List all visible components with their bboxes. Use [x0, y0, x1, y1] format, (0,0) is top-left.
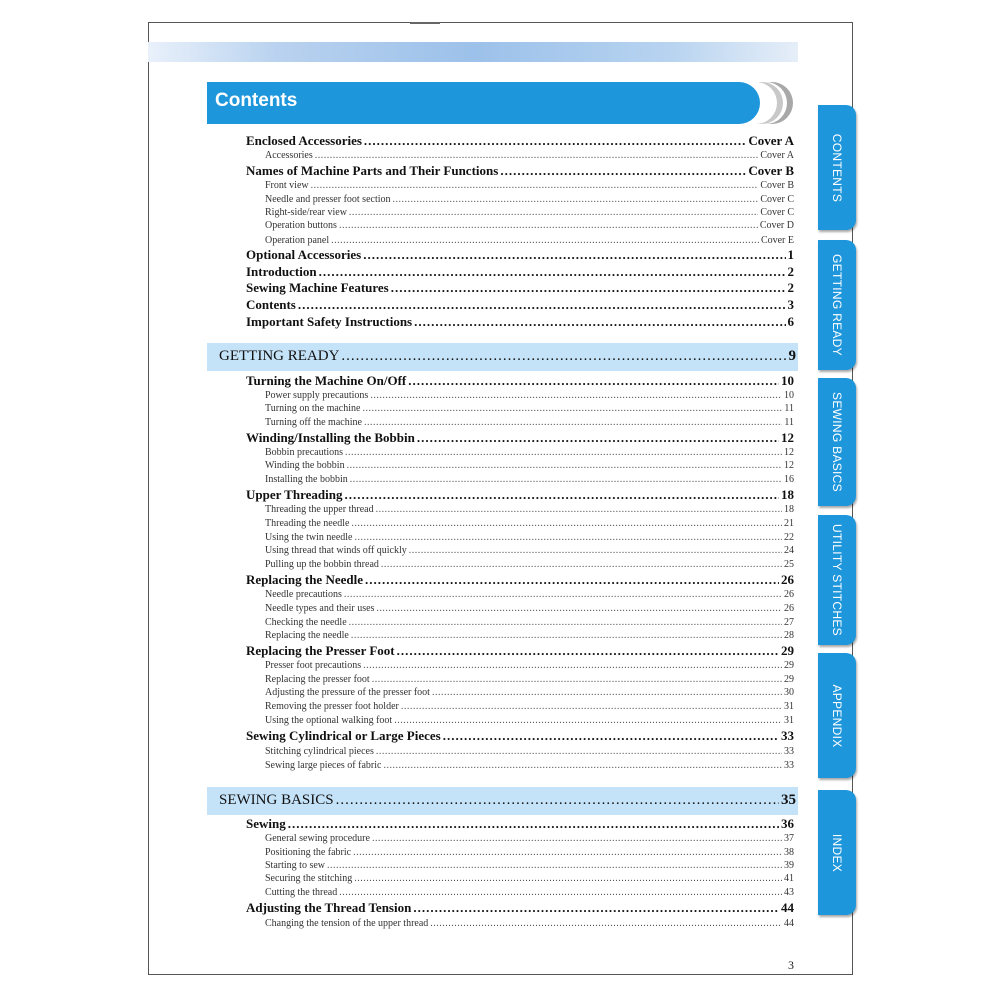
toc-subentry[interactable]: Turning on the machine ..... 11: [265, 403, 794, 416]
toc-entry[interactable]: Optional Accessories ..... 1: [246, 247, 794, 263]
toc-subentry[interactable]: Pulling up the bobbin thread ..... 25: [265, 559, 794, 572]
toc-subentry[interactable]: Securing the stitching ..... 41: [265, 873, 794, 886]
toc-subentry[interactable]: Accessories ..... Cover A: [265, 150, 794, 163]
toc-subentry[interactable]: Adjusting the pressure of the presser foot ..... 30: [265, 687, 794, 700]
tab-label: UTILITY STITCHES: [830, 524, 844, 636]
toc-subentry[interactable]: Operation panel ..... Cover E: [265, 235, 794, 248]
toc-entry[interactable]: Upper Threading ..... 18: [246, 487, 794, 503]
section-header-getting-ready[interactable]: [207, 343, 798, 371]
tab-getting-ready[interactable]: [818, 240, 856, 370]
top-divider: [410, 22, 440, 24]
toc-entry[interactable]: Turning the Machine On/Off ..... 10: [246, 373, 794, 389]
header-gradient-band: [148, 42, 798, 62]
toc-subentry[interactable]: Presser foot precautions ..... 29: [265, 660, 794, 673]
toc-entry[interactable]: Sewing Machine Features ..... 2: [246, 280, 794, 296]
toc-entry[interactable]: Sewing Cylindrical or Large Pieces ..... 33: [246, 728, 794, 744]
toc-subentry[interactable]: Right-side/rear view ..... Cover C: [265, 207, 794, 220]
toc-subentry[interactable]: Threading the upper thread ..... 18: [265, 504, 794, 517]
toc-subentry[interactable]: General sewing procedure ..... 37: [265, 833, 794, 846]
toc-entry[interactable]: Adjusting the Thread Tension ..... 44: [246, 900, 794, 916]
tab-appendix[interactable]: [818, 653, 856, 778]
tab-utility-stitches[interactable]: [818, 515, 856, 645]
tab-contents[interactable]: [818, 105, 856, 230]
section-header-sewing-basics[interactable]: [207, 787, 798, 815]
toc-subentry[interactable]: Needle and presser foot section ..... Cover C: [265, 194, 794, 207]
tab-index[interactable]: [818, 790, 856, 915]
title-bar-curve-decoration: [756, 82, 798, 124]
toc-subentry[interactable]: Using the optional walking foot ..... 31: [265, 715, 794, 728]
toc-subentry[interactable]: Removing the presser foot holder ..... 31: [265, 701, 794, 714]
section-row: GETTING READY ..... 9: [219, 348, 796, 365]
toc-subentry[interactable]: Replacing the needle ..... 28: [265, 630, 794, 643]
tab-sewing-basics[interactable]: [818, 378, 856, 506]
toc-entry[interactable]: Winding/Installing the Bobbin ..... 12: [246, 430, 794, 446]
toc-entry[interactable]: Replacing the Needle ..... 26: [246, 572, 794, 588]
toc-entry[interactable]: Introduction ..... 2: [246, 264, 794, 280]
toc-entry[interactable]: Sewing ..... 36: [246, 816, 794, 832]
toc-subentry[interactable]: Cutting the thread ..... 43: [265, 887, 794, 900]
toc-subentry[interactable]: Using the twin needle ..... 22: [265, 532, 794, 545]
toc-entry[interactable]: Contents ..... 3: [246, 297, 794, 313]
toc-subentry[interactable]: Positioning the fabric ..... 38: [265, 847, 794, 860]
tab-label: INDEX: [830, 833, 844, 872]
toc-subentry[interactable]: Changing the tension of the upper thread ..... 44: [265, 918, 794, 931]
page-title: Contents: [215, 90, 298, 111]
toc-entry[interactable]: Replacing the Presser Foot ..... 29: [246, 643, 794, 659]
toc-entry[interactable]: Important Safety Instructions ..... 6: [246, 314, 794, 330]
toc-subentry[interactable]: Installing the bobbin ..... 16: [265, 474, 794, 487]
tab-label: SEWING BASICS: [830, 392, 844, 492]
toc-subentry[interactable]: Stitching cylindrical pieces ..... 33: [265, 746, 794, 759]
toc-subentry[interactable]: Using thread that winds off quickly ..... 24: [265, 545, 794, 558]
toc-subentry[interactable]: Sewing large pieces of fabric ..... 33: [265, 760, 794, 773]
page-number: 3: [788, 958, 794, 972]
toc-subentry[interactable]: Front view ..... Cover B: [265, 180, 794, 193]
toc-entry[interactable]: Names of Machine Parts and Their Functions ..... Cover B: [246, 163, 794, 179]
section-row: SEWING BASICS ..... 35: [219, 792, 796, 809]
tab-label: APPENDIX: [830, 683, 844, 748]
toc-subentry[interactable]: Needle precautions ..... 26: [265, 589, 794, 602]
contents-title-bar: [207, 82, 760, 124]
tab-label: GETTING READY: [830, 254, 844, 356]
toc-subentry[interactable]: Threading the needle ..... 21: [265, 518, 794, 531]
toc-subentry[interactable]: Needle types and their uses ..... 26: [265, 603, 794, 616]
toc-subentry[interactable]: Bobbin precautions ..... 12: [265, 447, 794, 460]
toc-subentry[interactable]: Winding the bobbin ..... 12: [265, 460, 794, 473]
toc-subentry[interactable]: Replacing the presser foot ..... 29: [265, 674, 794, 687]
toc-subentry[interactable]: Power supply precautions ..... 10: [265, 390, 794, 403]
toc-subentry[interactable]: Operation buttons ..... Cover D: [265, 220, 794, 233]
tab-label: CONTENTS: [830, 133, 844, 202]
toc-subentry[interactable]: Checking the needle ..... 27: [265, 617, 794, 630]
toc-subentry[interactable]: Starting to sew ..... 39: [265, 860, 794, 873]
toc-subentry[interactable]: Turning off the machine ..... 11: [265, 417, 794, 430]
toc-entry[interactable]: Enclosed Accessories ..... Cover A: [246, 133, 794, 149]
